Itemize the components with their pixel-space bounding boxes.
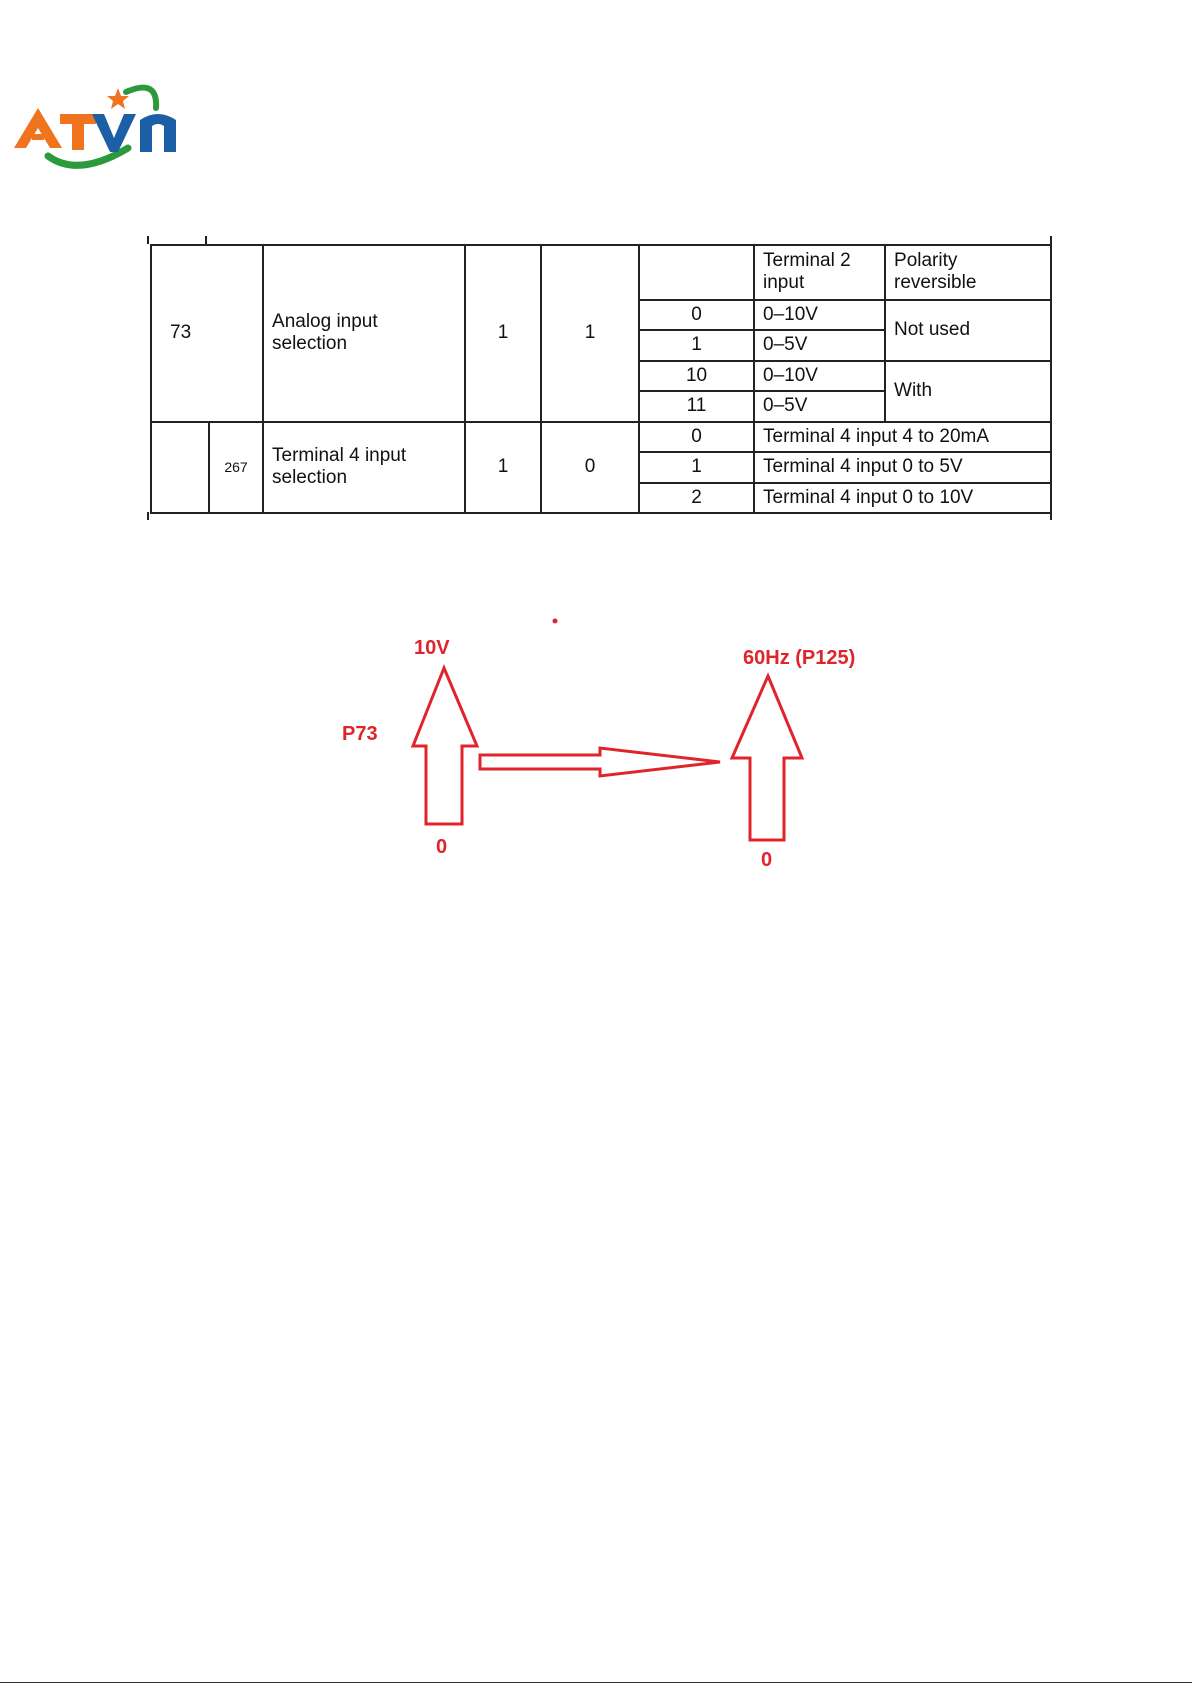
option-value: 11 (639, 391, 754, 421)
option-description: Terminal 4 input 0 to 10V (754, 483, 1051, 513)
option-range: 0–10V (754, 300, 885, 330)
option-value: 10 (639, 361, 754, 391)
param-73-number: 73 (151, 245, 263, 422)
left-up-arrow-shape (413, 668, 477, 824)
param-267-number: 267 (209, 422, 263, 513)
left-top-label: 10V (414, 637, 450, 659)
left-bottom-label: 0 (436, 836, 448, 858)
header-polarity-reversible: Polarity reversible (885, 245, 1051, 300)
company-logo (8, 78, 188, 174)
option-value: 1 (639, 452, 754, 482)
param-73-col-a: 1 (465, 245, 541, 422)
option-value: 2 (639, 483, 754, 513)
option-range: 0–10V (754, 361, 885, 391)
option-value: 0 (639, 300, 754, 330)
polarity-not-used: Not used (885, 300, 1051, 361)
left-side-label: P73 (342, 723, 378, 745)
param-73-name: Analog input selection (263, 245, 465, 422)
right-bottom-label: 0 (761, 849, 773, 871)
polarity-with: With (885, 361, 1051, 422)
param-267-col-a: 1 (465, 422, 541, 513)
option-value: 0 (639, 422, 754, 452)
option-description: Terminal 4 input 4 to 20mA (754, 422, 1051, 452)
right-up-arrow-shape (732, 676, 802, 840)
option-range: 0–5V (754, 330, 885, 360)
right-arrow-shape (480, 748, 720, 776)
scaling-diagram (340, 600, 900, 880)
stray-dot (553, 619, 558, 624)
table-cell-blank (151, 422, 209, 513)
parameter-table (150, 244, 1052, 514)
option-range: 0–5V (754, 391, 885, 421)
option-description: Terminal 4 input 0 to 5V (754, 452, 1051, 482)
param-267-name: Terminal 4 input selection (263, 422, 465, 513)
right-top-label: 60Hz (P125) (743, 647, 856, 669)
param-73-col-b: 1 (541, 245, 639, 422)
page-bottom-rule (0, 1682, 1192, 1683)
option-value: 1 (639, 330, 754, 360)
table-cell-blank (639, 245, 754, 300)
param-267-col-b: 0 (541, 422, 639, 513)
header-terminal-2-input: Terminal 2 input (754, 245, 885, 300)
